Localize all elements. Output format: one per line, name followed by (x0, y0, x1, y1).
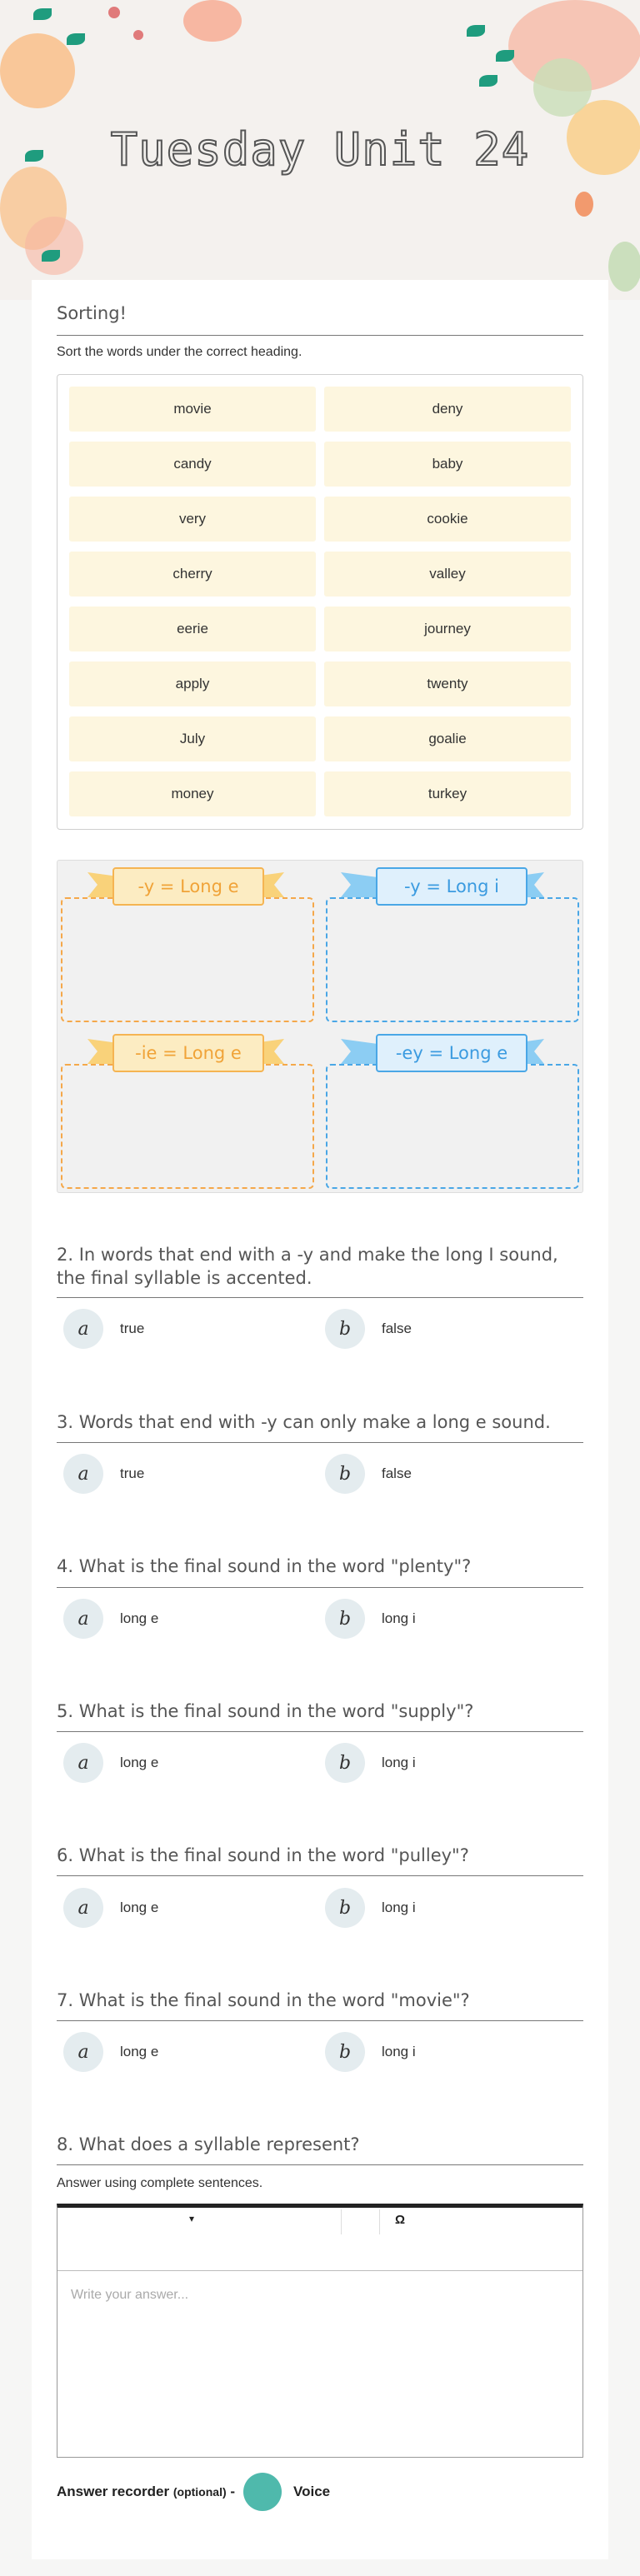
option-a[interactable] (63, 2032, 158, 2072)
editor-toolbar (58, 2208, 582, 2271)
word-card[interactable]: goalie (324, 716, 571, 761)
question-title: 5. What is the final sound in the word "supply"? (57, 1701, 474, 1721)
option-letter-badge: b (325, 1454, 365, 1494)
word-card[interactable]: cookie (324, 497, 571, 542)
word-card[interactable]: valley (324, 552, 571, 597)
record-voice-button[interactable] (243, 2473, 282, 2511)
word-card[interactable]: cherry (69, 552, 316, 597)
special-characters-icon[interactable]: Ω (395, 2213, 406, 2227)
answer-instruction: Answer using complete sentences. (57, 2176, 263, 2190)
option-b[interactable] (325, 1454, 412, 1494)
answer-recorder (57, 2473, 330, 2511)
option-b[interactable] (325, 1599, 416, 1639)
sorting-instruction: Sort the words under the correct heading. (57, 345, 302, 359)
divider (57, 2020, 583, 2021)
toolbar-separator (379, 2209, 380, 2234)
question-title: 6. What is the final sound in the word "pulley"? (57, 1845, 469, 1865)
option-text: long e (120, 1610, 159, 1626)
flower-decoration (133, 30, 143, 40)
divider (57, 1587, 583, 1588)
leaf-decoration (479, 75, 498, 87)
option-letter-badge: a (63, 1454, 103, 1494)
option-letter-badge: b (325, 1888, 365, 1928)
ribbon-tail-decoration (341, 872, 378, 897)
ribbon-tail-decoration (341, 1039, 378, 1064)
leaf-decoration (496, 50, 514, 62)
option-b[interactable] (325, 1888, 416, 1928)
question-title: 7. What is the final sound in the word "movie"? (57, 1990, 470, 2010)
option-text: long i (382, 2044, 416, 2059)
word-card[interactable]: apply (69, 661, 316, 706)
question-title: 3. Words that end with -y can only make a long e sound. (57, 1412, 551, 1432)
option-letter-badge: a (63, 2032, 103, 2072)
drop-zone-ie-long-e[interactable] (61, 1064, 314, 1189)
option-b[interactable] (325, 1309, 412, 1349)
category-label: -y = Long e (112, 867, 264, 906)
option-text: long e (120, 2044, 159, 2059)
flower-decoration (608, 242, 640, 292)
option-text: false (382, 1465, 412, 1481)
answer-input[interactable]: Write your answer... (71, 2288, 189, 2302)
word-card[interactable]: movie (69, 387, 316, 432)
question-title: 4. What is the final sound in the word "plenty"? (57, 1556, 472, 1576)
question-title: 8. What does a syllable represent? (57, 2134, 360, 2154)
leaf-decoration (33, 8, 52, 20)
word-card[interactable]: eerie (69, 607, 316, 651)
option-a[interactable] (63, 1888, 158, 1928)
section-heading-sorting: Sorting! (57, 303, 127, 323)
option-b[interactable] (325, 2032, 416, 2072)
word-bank (57, 374, 583, 830)
drop-zone-ey-long-e[interactable] (326, 1064, 579, 1189)
flower-decoration (25, 217, 83, 275)
option-letter-badge: a (63, 1888, 103, 1928)
drop-zone-y-long-e[interactable] (61, 897, 314, 1022)
recorder-label: Answer recorder (optional) - (57, 2484, 236, 2499)
divider (57, 2164, 583, 2165)
word-card[interactable]: candy (69, 442, 316, 487)
drop-zone-y-long-i[interactable] (326, 897, 579, 1022)
option-text: true (120, 1320, 145, 1336)
option-text: long i (382, 1610, 416, 1626)
divider (57, 1731, 583, 1732)
flower-decoration (533, 58, 592, 117)
option-text: long i (382, 1900, 416, 1915)
leaf-decoration (42, 250, 60, 262)
header-banner (0, 0, 640, 300)
leaf-decoration (67, 33, 85, 45)
option-letter-badge: b (325, 1743, 365, 1783)
option-letter-badge: b (325, 2032, 365, 2072)
option-text: long i (382, 1755, 416, 1770)
word-card[interactable]: baby (324, 442, 571, 487)
flower-decoration (108, 7, 120, 18)
divider (57, 1442, 583, 1443)
sort-area (57, 860, 583, 1193)
flower-decoration (575, 192, 593, 217)
question-title: 2. In words that end with a -y and make the long I sound, the final syllable is accented. (57, 1245, 558, 1288)
option-b[interactable] (325, 1743, 416, 1783)
option-a[interactable] (63, 1599, 158, 1639)
divider (57, 1875, 583, 1876)
answer-editor (57, 2204, 583, 2458)
option-text: long e (120, 1755, 159, 1770)
option-letter-badge: b (325, 1599, 365, 1639)
divider (57, 1297, 583, 1298)
flower-decoration (0, 33, 75, 108)
option-letter-badge: a (63, 1743, 103, 1783)
option-letter-badge: b (325, 1309, 365, 1349)
category-label: -ey = Long e (376, 1034, 528, 1072)
word-card[interactable]: very (69, 497, 316, 542)
toolbar-separator (341, 2209, 342, 2234)
option-letter-badge: a (63, 1309, 103, 1349)
word-card[interactable]: twenty (324, 661, 571, 706)
category-label: -y = Long i (376, 867, 528, 906)
page-title: Tuesday Unit 24 (110, 123, 530, 176)
flower-decoration (183, 0, 242, 42)
leaf-decoration (467, 25, 485, 37)
option-a[interactable] (63, 1309, 144, 1349)
word-card[interactable]: deny (324, 387, 571, 432)
category-label: -ie = Long e (112, 1034, 264, 1072)
option-text: long e (120, 1900, 159, 1915)
word-card[interactable]: turkey (324, 771, 571, 816)
option-text: true (120, 1465, 145, 1481)
voice-label[interactable]: Voice (293, 2484, 331, 2499)
option-text: false (382, 1320, 412, 1336)
option-a[interactable] (63, 1743, 158, 1783)
word-card[interactable]: money (69, 771, 316, 816)
format-dropdown-chevron-icon[interactable]: ▾ (189, 2213, 195, 2224)
option-letter-badge: a (63, 1599, 103, 1639)
word-card[interactable]: July (69, 716, 316, 761)
word-card[interactable]: journey (324, 607, 571, 651)
divider (57, 335, 583, 336)
option-a[interactable] (63, 1454, 144, 1494)
